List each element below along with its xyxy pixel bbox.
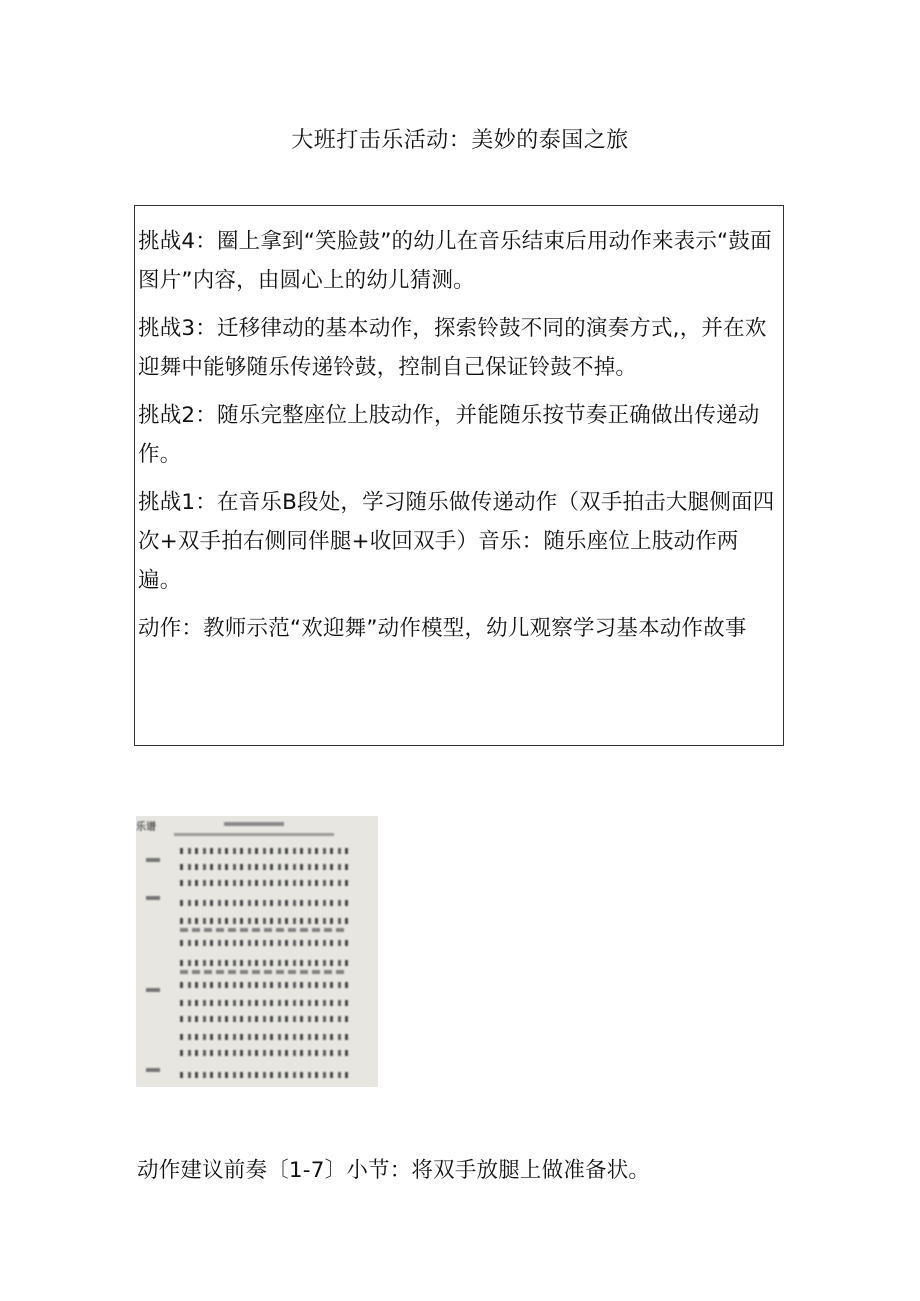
challenge-4-paragraph: 挑战4：圈上拿到“笑脸鼓”的幼儿在音乐结束后用动作来表示“鼓面图片”内容，由圆心上的幼儿猜测。: [138, 229, 772, 293]
notation-row: [180, 880, 352, 886]
sheet-music-title-mark: [224, 822, 284, 826]
document-title: 大班打击乐活动：美妙的泰国之旅: [291, 128, 629, 153]
challenge-1-paragraph: 挑战1：在音乐B段处，学习随乐做传递动作（双手拍击大腿侧面四次+双手拍右侧同伴腿+收回双手）音乐：随乐座位上肢动作两遍。: [138, 490, 775, 593]
challenge-box: [134, 205, 784, 746]
section-label-mark: [146, 988, 160, 992]
section-label-mark: [146, 858, 160, 862]
challenge-3-paragraph: 挑战3：迁移律动的基本动作，探索铃鼓不同的演奏方式,，并在欢迎舞中能够随乐传递铃鼓，控制自己保证铃鼓不掉。: [138, 316, 767, 380]
action-paragraph: 动作：教师示范“欢迎舞”动作模型，幼儿观察学习基本动作故事: [138, 616, 747, 641]
sheet-music-subtitle-mark: [174, 833, 334, 836]
sheet-music-photo: [136, 816, 378, 1087]
suggestion-note: 动作建议前奏〔1-7〕小节：将双手放腿上做准备状。: [137, 1158, 651, 1183]
notation-row: [180, 960, 352, 966]
notation-row: [180, 848, 352, 854]
notation-row: [180, 940, 352, 946]
notation-row: [180, 1000, 352, 1006]
sheet-music-content: [136, 816, 378, 1087]
notation-row: [180, 1072, 352, 1078]
challenge-2-paragraph: 挑战2：随乐完整座位上肢动作，并能随乐按节奏正确做出传递动作。: [138, 403, 760, 467]
notation-row: [180, 982, 352, 988]
section-label-mark: [146, 896, 160, 900]
notation-row: [180, 864, 352, 870]
notation-row: [180, 1016, 352, 1022]
lyric-row: [180, 970, 348, 974]
lyric-row: [180, 928, 348, 932]
notation-row: [180, 1050, 352, 1056]
sheet-music-header: 乐谱: [136, 822, 156, 833]
section-label-mark: [146, 1068, 160, 1072]
notation-row: [180, 918, 352, 924]
notation-row: [180, 1034, 352, 1040]
notation-row: [180, 900, 352, 906]
